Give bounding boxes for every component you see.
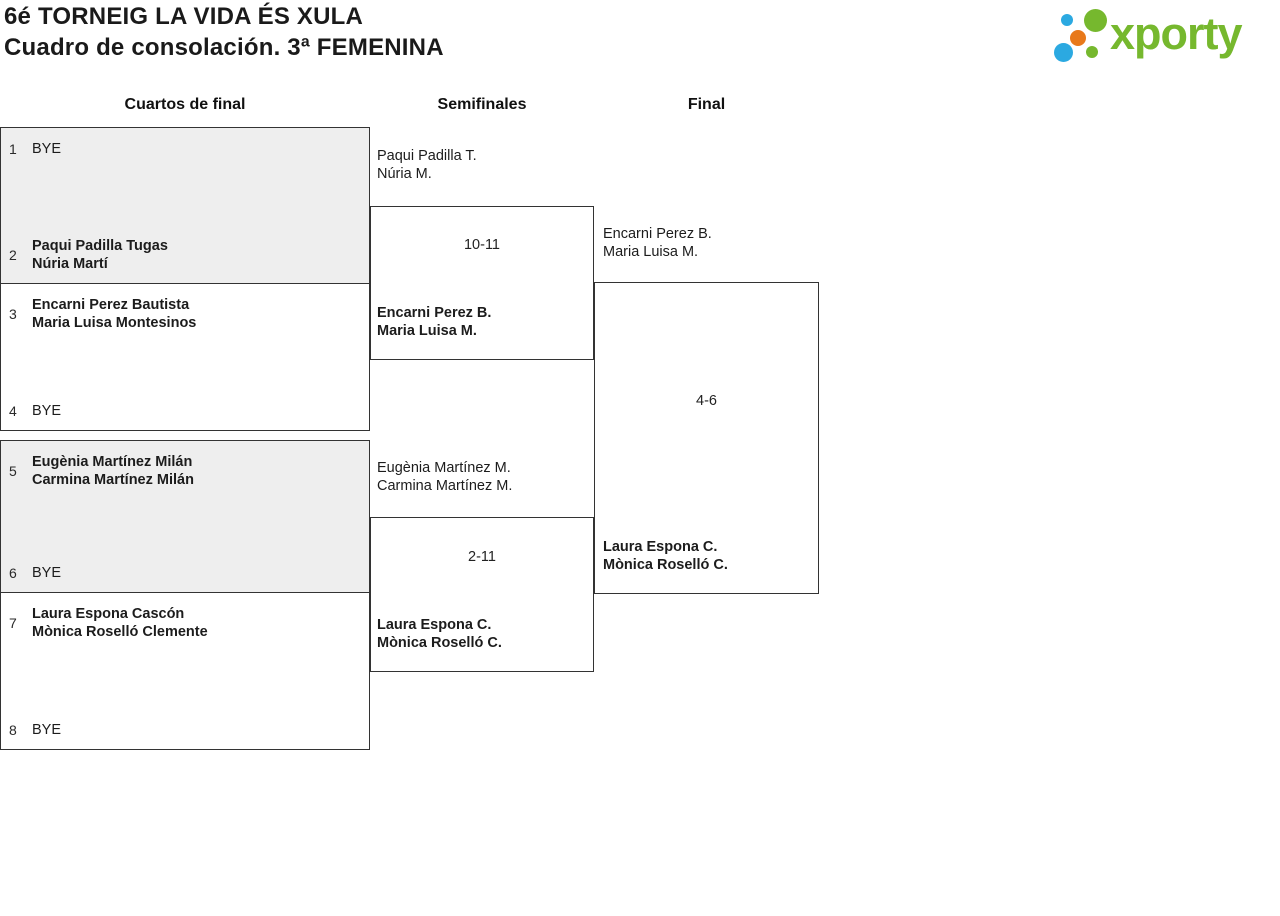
seed-number: 3: [9, 306, 17, 322]
bracket-slot-5: [9, 453, 361, 489]
seed-number: 6: [9, 565, 17, 581]
bracket-subtitle: Cuadro de consolación. 3ª FEMENINA: [4, 34, 444, 61]
page-title: [4, 1, 444, 63]
bracket-slot-4: [9, 402, 361, 420]
xporty-logo[interactable]: [1050, 0, 1276, 66]
sf1-team-bottom: Encarni Perez B. Maria Luisa M.: [377, 305, 492, 339]
sf-match-1-box: [370, 206, 594, 360]
logo-wordmark: xporty: [1110, 8, 1242, 59]
bracket-slot-8: [9, 721, 361, 739]
qf-match-3-box: [0, 440, 370, 593]
round-header-quarterfinals: Cuartos de final: [124, 96, 246, 113]
final-match-box: [594, 282, 819, 594]
sf1-score: 10-11: [463, 237, 500, 253]
round-header-final: Final: [687, 96, 726, 113]
bracket-slot-1: [9, 140, 361, 158]
final-score: 4-6: [696, 393, 717, 409]
team-name: Encarni Perez Bautista Maria Luisa Montesinos: [32, 297, 197, 331]
seed-number: 7: [9, 615, 17, 631]
sf2-team-bottom: Laura Espona C. Mònica Roselló C.: [377, 617, 502, 651]
team-name: Laura Espona Cascón Mònica Roselló Clemente: [32, 606, 208, 640]
team-name: Paqui Padilla Tugas Núria Martí: [32, 238, 168, 272]
qf-match-1-box: [0, 127, 370, 284]
bracket-slot-7: [9, 605, 361, 641]
round-header-semifinals: Semifinales: [437, 96, 527, 113]
logo-dot-icon: [1084, 9, 1107, 32]
logo-dot-icon: [1086, 46, 1098, 58]
team-name: BYE: [32, 722, 62, 738]
seed-number: 2: [9, 247, 17, 263]
seed-number: 5: [9, 463, 17, 479]
team-name: Eugènia Martínez Milán Carmina Martínez Milán: [32, 454, 194, 488]
team-name: BYE: [32, 565, 62, 581]
qf-match-4-box: [0, 592, 370, 750]
logo-dot-icon: [1054, 43, 1073, 62]
logo-dot-icon: [1070, 30, 1086, 46]
team-name: BYE: [32, 141, 62, 157]
bracket-slot-3: [9, 296, 361, 332]
sf1-team-top: Paqui Padilla T. Núria M.: [377, 148, 477, 182]
sf2-team-top: Eugènia Martínez M. Carmina Martínez M.: [377, 460, 513, 494]
seed-number: 8: [9, 722, 17, 738]
seed-number: 4: [9, 403, 17, 419]
qf-match-2-box: [0, 283, 370, 431]
logo-dot-icon: [1061, 14, 1073, 26]
bracket-slot-6: [9, 564, 361, 582]
team-name: BYE: [32, 403, 62, 419]
final-team-top: Encarni Perez B. Maria Luisa M.: [603, 226, 712, 260]
sf-match-2-box: [370, 517, 594, 672]
seed-number: 1: [9, 141, 17, 157]
sf2-score: 2-11: [468, 549, 496, 565]
tournament-name: 6é TORNEIG LA VIDA ÉS XULA: [4, 3, 364, 30]
final-team-bottom: Laura Espona C. Mònica Roselló C.: [603, 539, 728, 573]
bracket-slot-2: [9, 237, 361, 273]
